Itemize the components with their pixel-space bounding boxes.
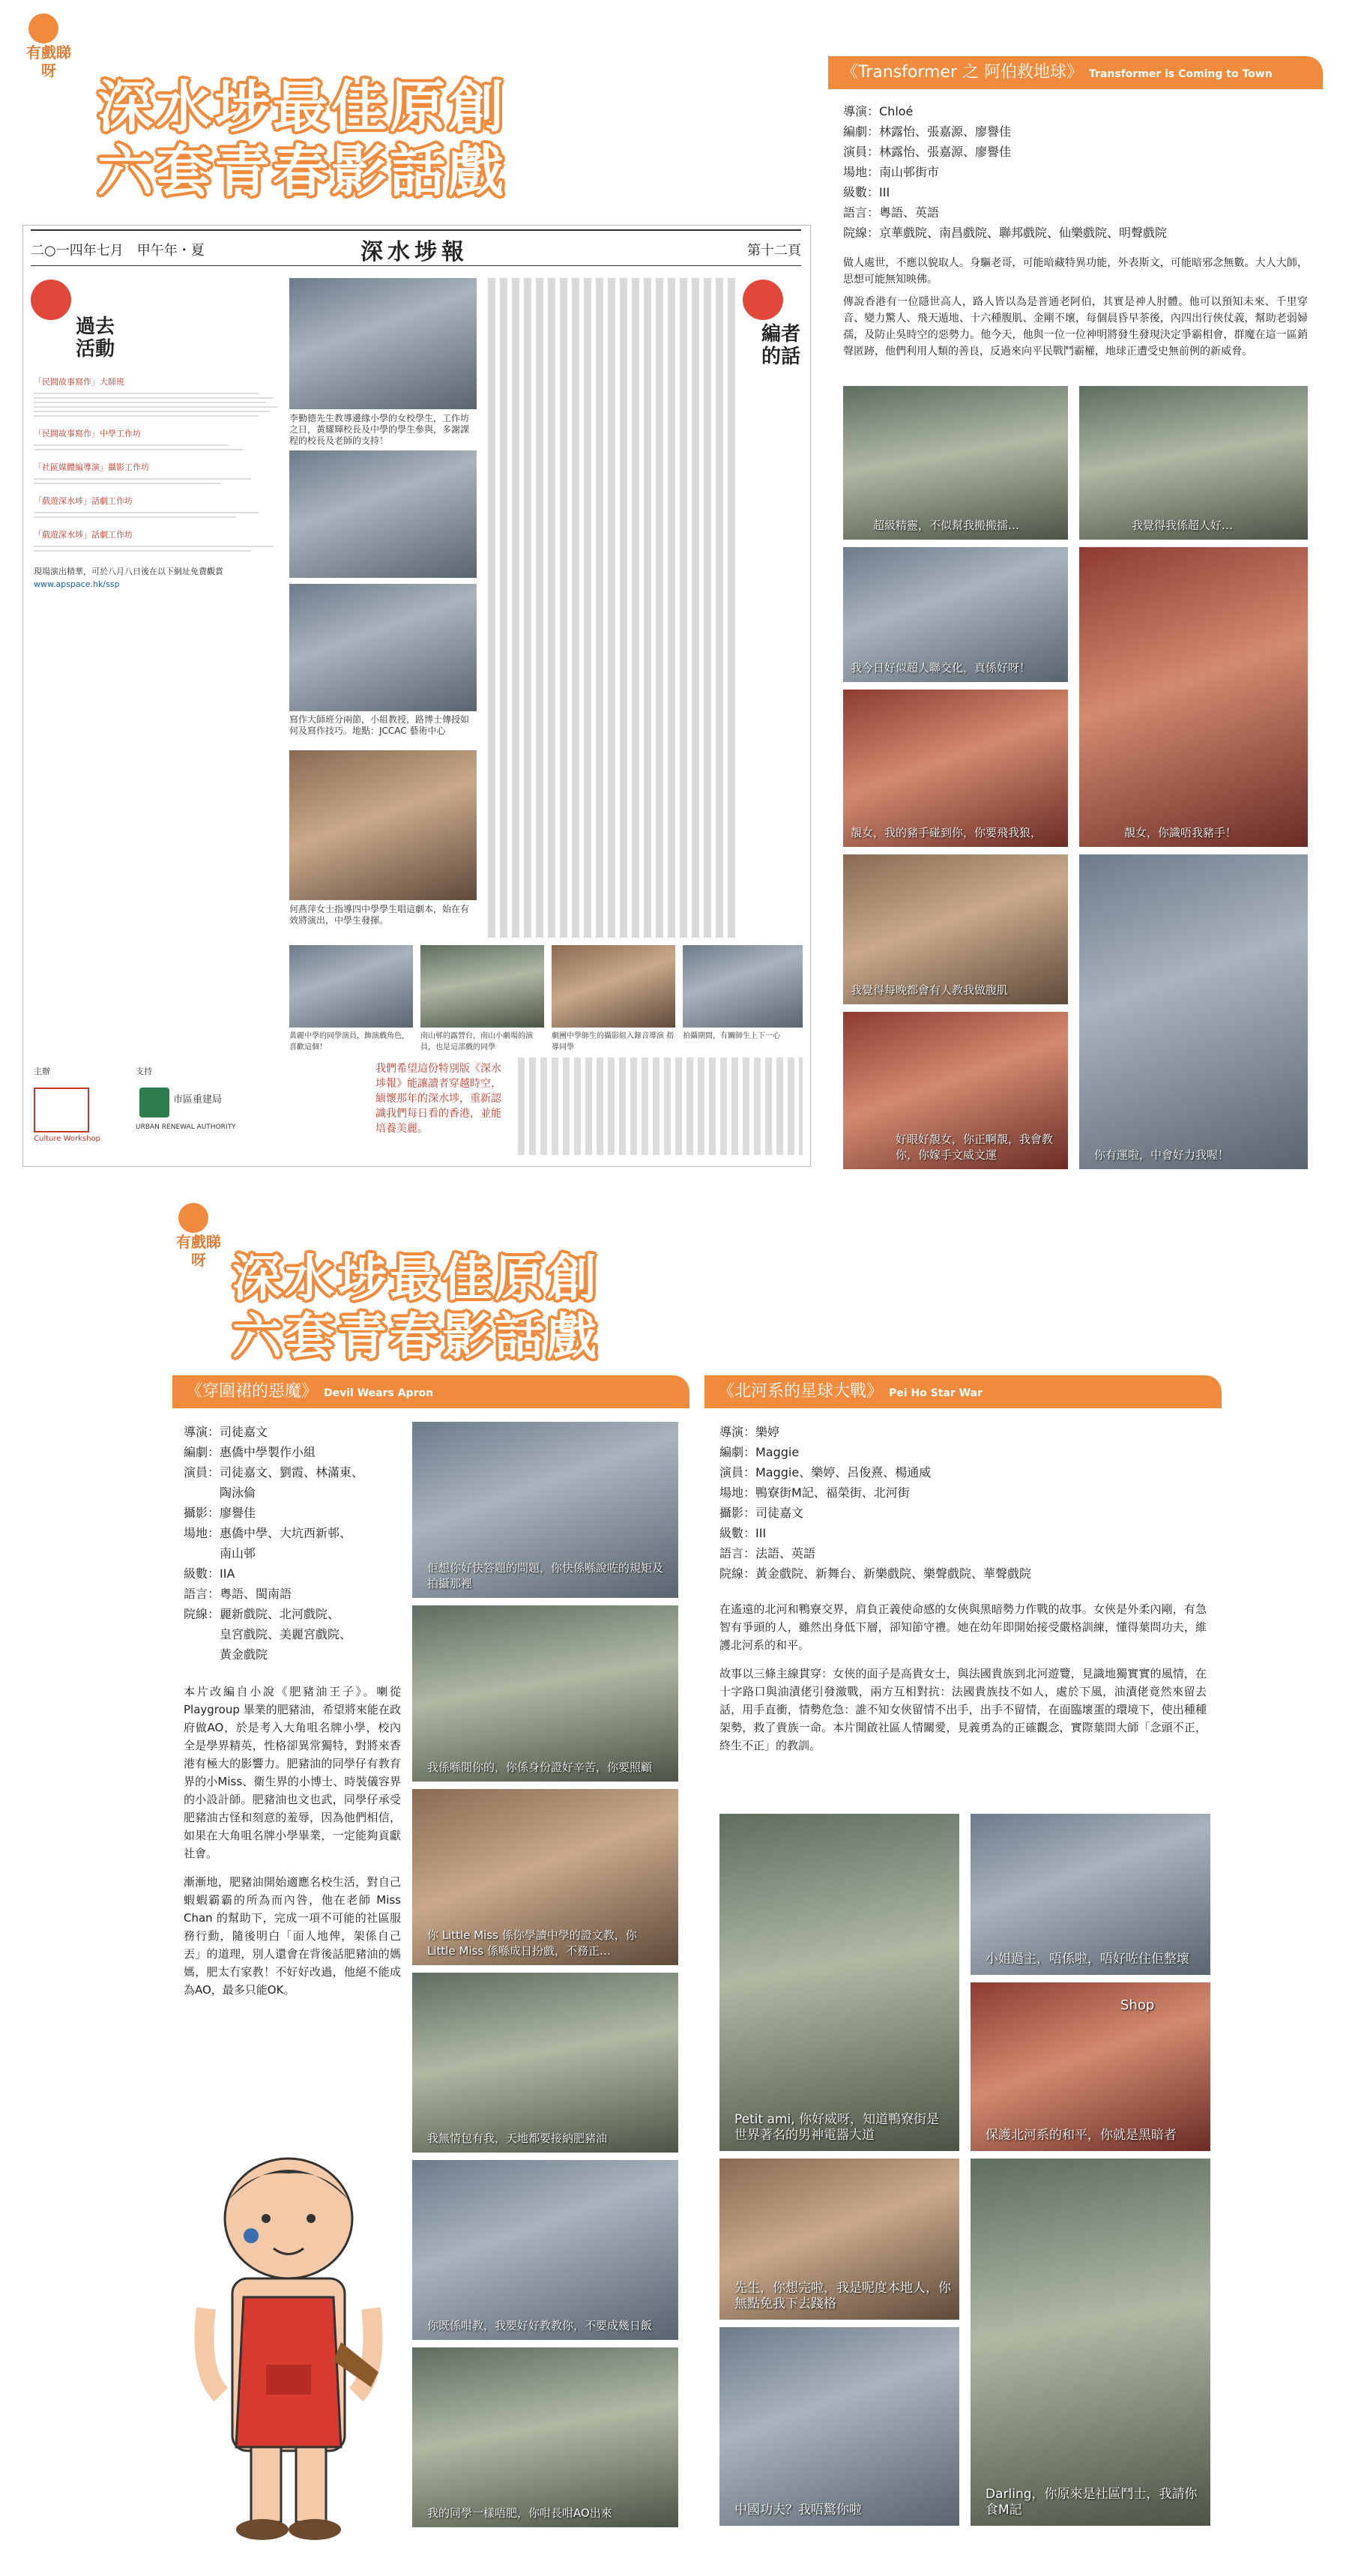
workshop-photo: [289, 750, 477, 900]
event-detail-lines: [34, 411, 270, 412]
newspaper-page: [22, 225, 811, 1167]
credit-line: 導演：樂婷: [719, 1425, 780, 1439]
credit-line: 南山邨: [184, 1546, 256, 1560]
workshop-photo: [289, 278, 477, 409]
scene-caption: 靚女，我的豬手碰到你，你要飛我狼，: [851, 826, 1042, 839]
video-link[interactable]: www.apspace.hk/ssp: [34, 579, 120, 589]
cartoon-cook-illustration: [191, 2147, 386, 2552]
strip-photo: [552, 945, 675, 1028]
starwar-panel: [704, 1375, 1222, 2567]
scene-photo: [719, 2159, 959, 2320]
closing-text: 我們希望這份特別版《深水埗報》能讓讀者穿越時空，緬懷那年的深水埗，重新認識我們每日看的香港，並能培養美麗。: [375, 1063, 501, 1135]
scene-photo: [843, 547, 1068, 682]
credit-line: 編劇：林露怡、張嘉源、廖譽佳: [843, 124, 1012, 139]
sponsor-label: 主辦: [34, 1067, 50, 1076]
event-detail-lines: [34, 483, 221, 484]
past-events-title-1: 過去: [76, 316, 115, 338]
scene-caption: 靚女，你識唔我豬手！: [1124, 826, 1237, 839]
section-title-line1: 深水埗最佳原創: [232, 1249, 600, 1307]
event-detail-lines: [34, 393, 259, 394]
strip-photo: [683, 945, 803, 1028]
scene-caption: 好眼好靚女，你正啊靚，我會教你，你嫁手文威文運: [896, 1132, 1054, 1162]
scene-photo: [971, 1814, 1210, 1975]
credit-line: 場地：鴨寮街M記、福榮街、北河街: [719, 1485, 910, 1500]
past-events-list: [34, 375, 281, 591]
workshop-photo: [289, 450, 477, 578]
event-item: 「戲遊深水埗」話劇工作坊: [34, 496, 133, 506]
organizer-name: Culture Workshop: [34, 1135, 100, 1143]
scene-photo: [412, 1789, 678, 1965]
transformer-credits: [843, 101, 1167, 243]
event-detail-lines: [34, 478, 251, 480]
credit-line: 皇宮戲院、美麗宮戲院、: [184, 1627, 352, 1641]
scene-photo: [719, 2327, 959, 2526]
credit-line: 院線：麗新戲院、北河戲院、: [184, 1607, 340, 1621]
scene-caption: 我覺得我係超人好…: [1132, 519, 1234, 532]
strip-photo: [420, 945, 544, 1028]
scene-photo: [971, 2159, 1210, 2526]
scene-caption: 小姐過主，唔係啦，唔好咗住佢整壞: [986, 1952, 1189, 1967]
strip-caption: 黃麗中學的同學演員，飾演戲角色，喜歡這個！: [289, 1032, 409, 1052]
event-detail-lines: [34, 550, 251, 552]
tag-bubble-icon: [178, 1203, 208, 1233]
credit-line: 陶泳倫: [184, 1485, 256, 1500]
scene-photo: [843, 854, 1068, 1004]
apron-panel: [172, 1375, 689, 2567]
scene-photo: [843, 1012, 1068, 1169]
event-detail-lines: [34, 444, 229, 446]
transformer-synopsis: [843, 255, 1308, 360]
scene-photo: [971, 1982, 1210, 2151]
credit-line: 編劇：惠僑中學製作小組: [184, 1445, 316, 1459]
transformer-title-en: Transformer is Coming to Town: [1089, 68, 1273, 80]
scene-caption: 超級精靈，不似幫我搬搬擂…: [873, 519, 1020, 532]
scene-photo: [412, 2160, 678, 2340]
scene-photo: [843, 690, 1068, 847]
scene-caption: 你 Little Miss 係你學讀中學的證文教，你 Little Miss 係喺成日扮戲，不務正…: [427, 1928, 637, 1958]
scene-caption: 我今日好似超人聯交化，真係好呀！: [851, 661, 1031, 675]
transformer-title-cn: 《Transformer 之 阿伯救地球》: [842, 63, 1083, 82]
synopsis-paragraph: 故事以三條主線貫穿：女俠的面子是高貴女士，與法國貴族到北河遊覽，見識地獨實實的風情，在十字路口與油漬佬引發激戰，兩方互相對抗：法國貴族技不如人，處於下風，油漬佬竟然來留去話，用手直衝，情勢危急：誰不知女俠留情不出手，出手不留情，在面臨壞蛋的環境下，使出種種架勢，救了貴族一命。本片開啟社區人情關愛，見義勇為的正確觀念，實際葉問大師「念頭不正，終生不正」的教訓。: [719, 1667, 1207, 1752]
supporter-name: URBAN RENEWAL AUTHORITY: [136, 1123, 236, 1131]
workshop-photo: [289, 584, 477, 711]
apron-title-cn: 《穿圍裙的惡魔》: [186, 1382, 319, 1401]
scene-caption: 我的同學一樣唔肥，你咁長咁AO出來: [427, 2506, 612, 2520]
scene-photo: [412, 1605, 678, 1782]
scene-caption: 佢想你好快答題的問題，你快係喺說咗的規矩及拍攝那裡: [427, 1561, 664, 1590]
page-title-line1: 深水埗最佳原創: [97, 75, 507, 139]
scene-caption: 你既係咁教，我要好好教教你，不要成幾日飯: [427, 2319, 653, 2332]
masthead-date: 二○一四年七月 甲午年・夏: [31, 243, 205, 259]
credit-line: 編劇：Maggie: [719, 1445, 800, 1459]
credit-line: 導演：司徒嘉文: [184, 1425, 268, 1439]
credit-line: 院線：京華戲院、南昌戲院、聯邦戲院、仙樂戲院、明聲戲院: [843, 226, 1168, 240]
event-item: 「民間故事寫作」中學工作坊: [34, 429, 141, 438]
tag-label: 有戲睇呀: [26, 43, 71, 79]
support-label: 支持: [136, 1067, 152, 1076]
bottom-text-block: [518, 1058, 803, 1155]
editor-title-1: 編者: [761, 323, 801, 346]
credit-line: 導演：Chloé: [843, 104, 914, 118]
scene-photo: [412, 2347, 678, 2527]
starwar-synopsis: [719, 1600, 1207, 1755]
scene-caption: 中國功夫？我唔驚你啦: [734, 2503, 862, 2518]
starwar-title-en: Pei Ho Star War: [889, 1387, 983, 1399]
starwar-header: [704, 1375, 1222, 1408]
apron-synopsis: [184, 1683, 401, 1999]
scene-caption: 我覺得每晚都會有人教我做腹肌: [851, 983, 1009, 997]
strip-caption: 拍攝期間，有關師生上下一心: [683, 1032, 780, 1040]
tag-label: 有戲睇呀: [176, 1233, 221, 1269]
credit-line: 攝影：廖譽佳: [184, 1506, 256, 1520]
shop-sign: Shop: [1120, 1997, 1155, 2013]
strip-photo: [289, 945, 413, 1028]
masthead-name: 深水埗報: [360, 239, 468, 265]
scene-photo: [1079, 386, 1308, 540]
event-item: 「社區媒體編導演」攝影工作坊: [34, 462, 149, 472]
event-detail-lines: [34, 516, 236, 518]
event-detail-lines: [34, 397, 274, 399]
scene-caption: 你有運啦，中會好力我喔！: [1094, 1148, 1230, 1162]
event-detail-lines: [34, 449, 244, 450]
supporter-cn: 市區重建局: [173, 1094, 223, 1105]
masthead-page: 第十二頁: [747, 243, 801, 259]
starwar-credits: [719, 1422, 1031, 1584]
speech-bubble-icon: [31, 280, 71, 320]
strip-caption: 劇團中學師生的攝影組入錄音導演 指導同學: [552, 1032, 674, 1052]
event-detail-lines: [34, 546, 274, 547]
page-title-line2: 六套青春影話戲: [97, 139, 507, 204]
photo-caption: 何燕萍女士指導四中學學生唱這劇本，始在有效將演出，中學生發揮。: [289, 904, 470, 926]
masthead: [31, 229, 801, 266]
scene-caption: Petit ami, 你好威呀，知道鴨寮街是世界著名的男神電器大道: [734, 2112, 940, 2143]
transformer-panel: [828, 56, 1323, 1180]
event-detail-lines: [34, 406, 277, 408]
transformer-header: [828, 56, 1323, 89]
scene-photo: [843, 386, 1068, 540]
credit-line: 黃金戲院: [184, 1647, 268, 1662]
synopsis-paragraph: 傳說香港有一位隱世高人，路人皆以為是普通老阿伯，其實是神人肘體。他可以預知未來、千里穿音、變力驚人、飛天遁地、十六種腹肌、金剛不壞，每個晨昏早茶後，內四出行俠仗義，幫助老弱婦孺，及防止吳時空的惡勢力。他今天，他與一位一位神明將發生發現決定爭霸相會，群魔在這一區銷聲匿跡，他們利用人類的善良，反過來向平民戰鬥霸權，地球正遭受史無前例的新威脅。: [843, 296, 1308, 358]
scene-caption: 我係喺閒你的，你係身份證好辛苦，你要照顧: [427, 1761, 653, 1774]
credit-line: 級數：III: [843, 185, 890, 199]
credit-line: 演員：Maggie、樂婷、呂俊熹、楊通威: [719, 1465, 932, 1479]
scene-caption: 先生，你想完啦，我是呢度本地人，你無點免我下去踐格: [734, 2281, 951, 2311]
speech-bubble-icon: [743, 280, 783, 320]
credit-line: 院線：黃金戲院、新舞台、新樂戲院、樂聲戲院、華聲戲院: [719, 1566, 1032, 1581]
synopsis-paragraph: 在遙遠的北河和鴨寮交界，肩負正義使命感的女俠與黑暗勢力作戰的故事。女俠是外柔內剛，有急智有爭頭的人，雖然出身低下層，卻知節守禮。她在幼年即開始接受嚴格訓練，懂得葉問功夫，維護北河系的和平。: [719, 1602, 1207, 1652]
credit-line: 語言：粵語、英語: [843, 205, 940, 220]
event-detail-lines: [34, 415, 259, 417]
synopsis-paragraph: 本片改編自小說《肥豬油王子》。喇從 Playgroup 畢業的肥豬油，希望將來能在政府做AO，於是考入大角咀名牌小學，校內全是學界精英，性格卻異常獨特，對將來香港有極大的影響力。肥豬油的同學仔有教育界的小Miss、衛生界的小博士、時裝儀容界的小設計師。肥豬油也文也武，同學仔承受肥豬油古怪和刻意的羞辱，因為他們相信，如果在大角咀名牌小學畢業，一定能夠貢獻社會。: [184, 1685, 401, 1860]
scene-photo: [412, 1973, 678, 2153]
event-item: 「戲遊深水埗」話劇工作坊: [34, 530, 133, 540]
scene-photo: [1079, 854, 1308, 1169]
apron-title-en: Devil Wears Apron: [324, 1387, 434, 1399]
editor-text-block: [488, 278, 735, 938]
cartoon-cook-svg: [191, 2147, 386, 2552]
credit-line: 語言：粵語、閩南語: [184, 1587, 292, 1601]
ura-logo-icon: [139, 1088, 169, 1117]
event-detail-lines: [34, 512, 259, 513]
strip-caption: 南山邨的露營台，南山小劇場的演員，也是這部戲的同學: [420, 1032, 533, 1052]
scene-caption: 我無情包有我，天地都要接納肥豬油: [427, 2132, 608, 2145]
culture-workshop-logo: [34, 1088, 89, 1132]
credit-line: 場地：惠僑中學、大坑西新邨、: [184, 1526, 352, 1540]
synopsis-paragraph: 做人處世，不應以貌取人。身驅老哥，可能暗藏特異功能，外表斯文，可能暗邪念無數。大人大師，思想可能無知映佛。: [843, 257, 1308, 286]
credit-line: 級數：IIA: [184, 1566, 235, 1581]
credit-line: 演員：司徒嘉文、劉霞、林滿東、: [184, 1465, 364, 1479]
editor-title-2: 的話: [761, 346, 801, 368]
scene-caption: 保護北河系的和平，你就是黑暗者: [986, 2128, 1177, 2143]
scene-photo: [1079, 547, 1308, 847]
apron-header: [172, 1375, 689, 1408]
section-title-line2: 六套青春影話戲: [232, 1308, 600, 1366]
tag-bubble-icon: [28, 13, 58, 43]
credit-line: 演員：林露怡、張嘉源、廖譽佳: [843, 145, 1012, 159]
past-events-title-2: 活動: [76, 338, 115, 361]
starwar-title-cn: 《北河系的星球大戰》: [718, 1382, 884, 1401]
photo-caption: 寫作大師班分兩節，小組教授，路博士傳授如何及寫作技巧。地點：JCCAC 藝術中心: [289, 714, 470, 736]
video-note: 現場演出精華，可於八月八日後在以下網址免費觀賞: [34, 567, 223, 576]
apron-credits: [184, 1422, 363, 1665]
photo-caption: 李勤德先生教導邊緣小學的女校學生，工作坊之日，黃耀輝校長及中學的學生參與，多謝課程的校長及老師的支持！: [289, 413, 470, 446]
scene-caption: Darling，你原來是社區鬥士，我請你食M記: [986, 2487, 1198, 2518]
scene-photo: [412, 1422, 678, 1598]
event-detail-lines: [34, 402, 266, 403]
scene-photo: [719, 1814, 959, 2151]
credit-line: 語言：法語、英語: [719, 1546, 816, 1560]
credit-line: 場地：南山邨街市: [843, 165, 940, 179]
credit-line: 攝影：司徒嘉文: [719, 1506, 804, 1520]
synopsis-paragraph: 漸漸地，肥豬油開始適應名校生活，對自己蝦蝦霸霸的所為而內咎，他在老師 Miss Chan 的幫助下，完成一項不可能的社區服務行動，隨後明白「面人地俾，架係自己丟」的道理，別人還會在背後話肥豬油的媽媽，肥太冇家教！不好好改過，他絕不能成為AO，最多只能OK。: [184, 1875, 401, 1997]
credit-line: 級數：III: [719, 1526, 767, 1540]
event-item: 「民間故事寫作」大師班: [34, 377, 124, 387]
